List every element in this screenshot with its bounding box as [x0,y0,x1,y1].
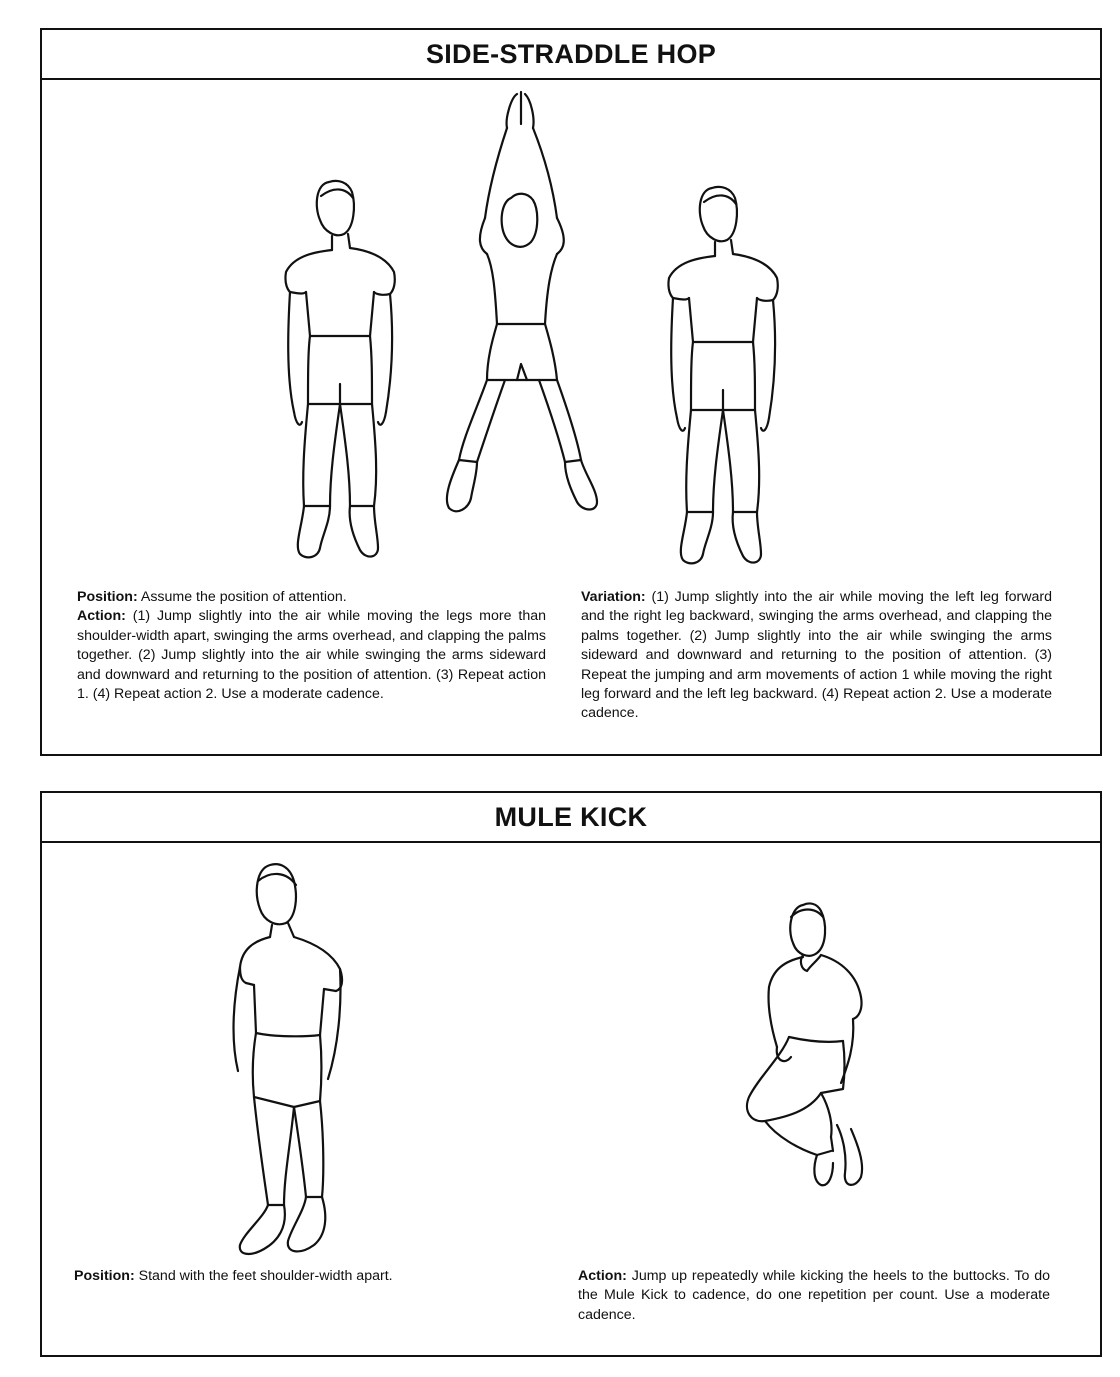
standing-figure-three-quarter-illustration [224,857,374,1267]
position-text: Assume the position of attention. [140,589,347,605]
standing-figure-illustration [274,176,414,566]
action-label: Action: [77,608,126,625]
panel-header [42,793,1100,843]
action-label: Action: [578,1268,627,1284]
panel-header [42,30,1100,80]
action-text-block [578,1267,1050,1325]
variation-text [581,588,1052,724]
exercise-panel-mule-kick [40,791,1102,1357]
position-text-block [74,1267,514,1286]
exercise-title: SIDE-STRADDLE HOP [425,38,717,69]
standing-figure-illustration-return [657,182,797,572]
action-paragraph [77,607,546,704]
action-text: Jump up repeatedly while kicking the heels to the buttocks. To do the Mule Kick to cadence, do one repetition per count. Use a moderate cadence. [578,1268,1050,1323]
exercise-panel-side-straddle-hop [40,28,1102,756]
position-action-text [77,588,546,704]
exercise-title: MULE KICK [494,801,648,832]
position-label: Position: [77,589,138,605]
position-paragraph [77,588,546,607]
jumping-figure-illustration [441,88,611,528]
position-text: Stand with the feet shoulder-width apart. [138,1268,393,1284]
position-label: Position: [74,1268,135,1284]
variation-body: (1) Jump slightly into the air while moving the left leg forward and the right leg backward, swinging the arms overhead, and clapping the palms together. (2) Jump slightly into the air while swinging the arms sideward and downward and returning to the position of attention. (3) Repeat the jumping and arm movements of action 1 while moving the right leg forward and the left leg backward. (4) Repeat action 2. Use a moderate cadence. [581,589,1052,722]
mule-kick-figure-illustration [737,897,877,1197]
action-text: (1) Jump slightly into the air while moving the legs more than shoulder-width apart, swinging the arms overhead, and clapping the palms together. (2) Jump slightly into the air while swinging the arms sideward and downward and returning to the position of attention. (3) Repeat action 1. (4) Repeat action 2. Use a moderate cadence. [77,608,546,703]
variation-label: Variation: [581,589,646,605]
